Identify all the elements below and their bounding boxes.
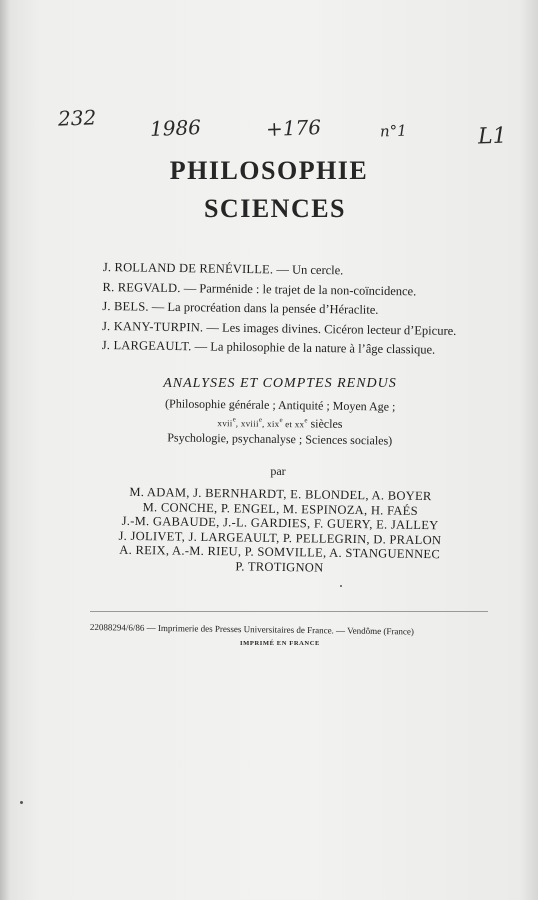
century-numeral: , xviii bbox=[235, 418, 259, 429]
handwritten-note: n°1 bbox=[379, 121, 408, 141]
reviewers-list bbox=[0, 483, 538, 578]
contents-text: — La philosophie de la nature à l’âge classique. bbox=[191, 339, 436, 357]
reviewers-line: M. CONCHE, P. ENGEL, M. ESPINOZA, H. FAÉS bbox=[142, 499, 419, 518]
handwritten-note: 1986 bbox=[149, 115, 202, 141]
contents-author: J. KANY-TURPIN. bbox=[101, 318, 204, 334]
reviewers-line: M. ADAM, J. BERNHARDT, E. BLONDEL, A. BOYER bbox=[129, 484, 432, 504]
reviews-subjects-line: (Philosophie générale ; Antiquité ; Moyen Age ; bbox=[165, 396, 396, 414]
reviewers-line: P. TROTIGNON bbox=[235, 558, 324, 575]
reviewers-line: A. REIX, A.-M. RIEU, P. SOMVILLE, A. STANGUENNEC bbox=[119, 542, 441, 562]
contents-text: — La procréation dans la pensée d’Héraclite. bbox=[148, 299, 379, 317]
reviewers-line: J.-M. GABAUDE, J.-L. GARDIES, F. GUERY, E. JALLEY bbox=[121, 513, 439, 533]
contents-text: — Parménide : le trajet de la non-coïncidence. bbox=[180, 280, 417, 298]
superscript: e bbox=[279, 415, 283, 425]
contents-author: R. REGVALD. bbox=[102, 279, 181, 295]
journal-title-line1: PHILOSOPHIE bbox=[169, 156, 369, 185]
contents-author: J. LARGEAULT. bbox=[101, 337, 192, 354]
reviews-subjects bbox=[0, 394, 538, 451]
footer-divider bbox=[90, 611, 488, 612]
reviews-heading: ANALYSES ET COMPTES RENDUS bbox=[163, 376, 397, 391]
reviewers-line: J. JOLIVET, J. LARGEAULT, P. PELLEGRIN, D. PRALON bbox=[118, 528, 442, 547]
superscript: e bbox=[304, 416, 308, 425]
journal-title-line2: SCIENCES bbox=[203, 194, 347, 223]
handwritten-note: L1 bbox=[477, 123, 508, 150]
handwritten-note: +176 bbox=[265, 115, 322, 141]
century-numeral: et xx bbox=[282, 419, 305, 430]
century-numeral: xvii bbox=[217, 418, 233, 429]
superscript: e bbox=[232, 415, 236, 424]
contents-text: — Un cercle. bbox=[273, 262, 344, 278]
printer-line: 22088294/6/86 — Imprimerie des Presses Universitaires de France. — Vendôme (France) bbox=[89, 622, 414, 637]
century-numeral: , xix bbox=[261, 418, 280, 429]
paper-speck bbox=[20, 801, 23, 804]
by-label: par bbox=[270, 464, 286, 478]
printed-in-france: IMPRIMÉ EN FRANCE bbox=[240, 640, 320, 647]
contents-text: — Les images divines. Cicéron lecteur d’Epicure. bbox=[203, 319, 457, 338]
centuries-word: siècles bbox=[307, 416, 343, 431]
superscript: e bbox=[258, 415, 263, 424]
reviews-subjects-line: Psychologie, psychanalyse ; Sciences sociales) bbox=[167, 430, 393, 448]
contents-author: J. ROLLAND DE RENÉVILLE. bbox=[102, 259, 274, 277]
paper-speck bbox=[340, 585, 342, 587]
handwritten-note: 232 bbox=[57, 105, 97, 131]
contents-author: J. BELS. bbox=[102, 298, 149, 314]
table-of-contents bbox=[102, 258, 503, 361]
